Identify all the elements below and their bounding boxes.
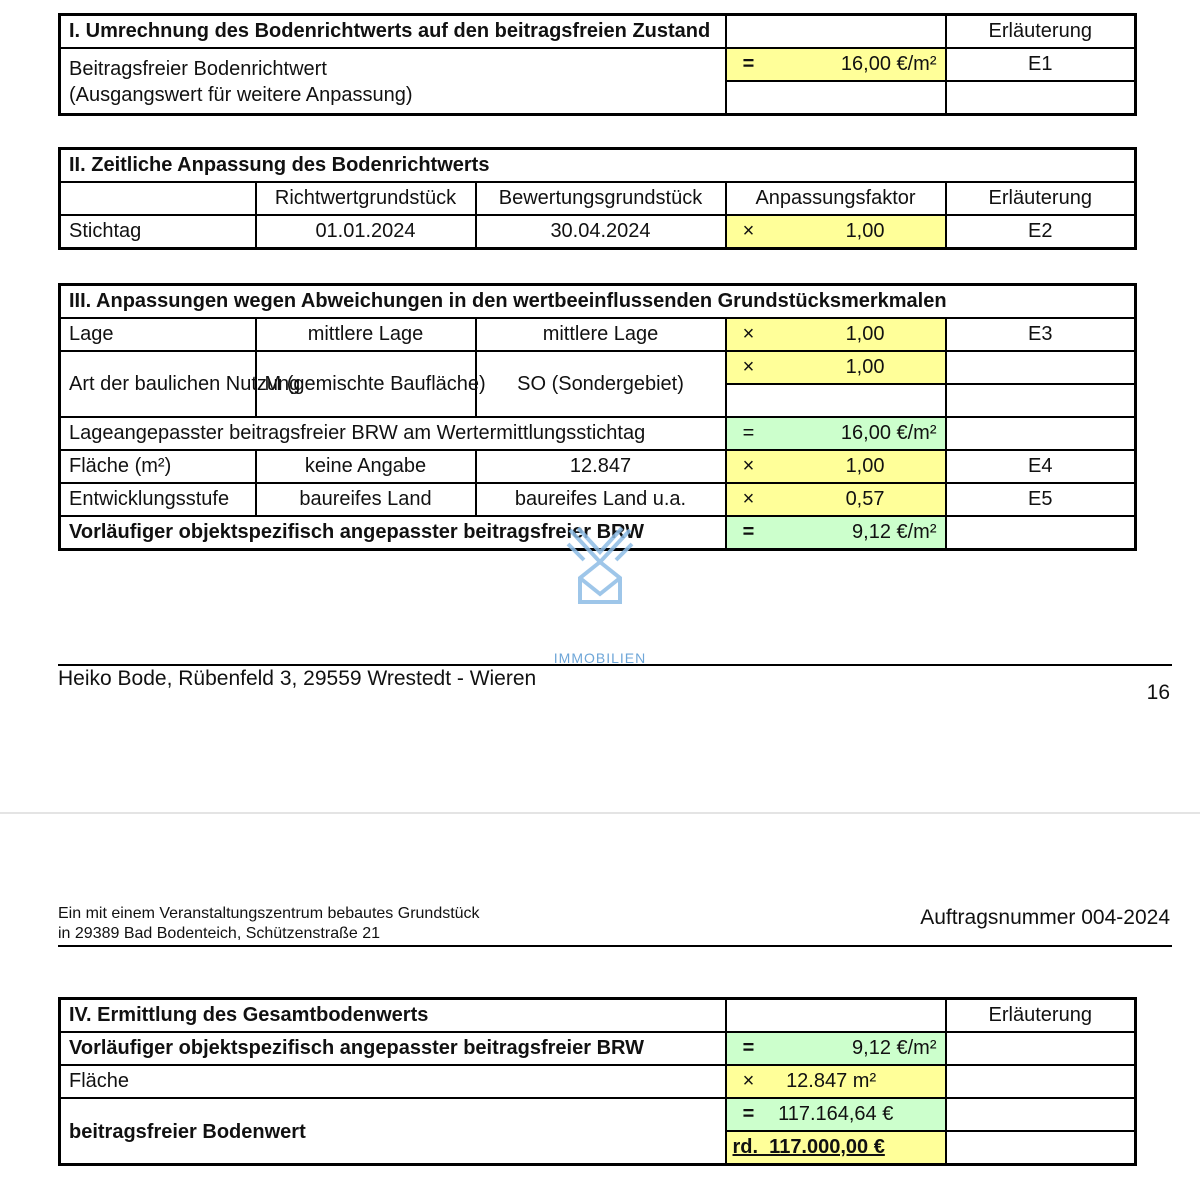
footer-divider — [58, 664, 1172, 666]
erlaeuterung-e3: E3 — [946, 318, 1136, 351]
nutzung-label: Art der baulichen Nutzung — [60, 351, 256, 417]
stichtag-bewertung: 30.04.2024 — [476, 215, 726, 249]
bodenwert-label: beitragsfreier Bodenwert — [60, 1098, 726, 1165]
flaeche-bewertung: 12.847 — [476, 450, 726, 483]
watermark-logo — [548, 522, 652, 672]
erlaeuterung-e4: E4 — [946, 450, 1136, 483]
lage-richtwert: mittlere Lage — [256, 318, 476, 351]
header-divider — [58, 945, 1172, 947]
erlaeuterung-e1: E1 — [946, 48, 1136, 81]
stichtag-factor: × 1,00 — [726, 215, 946, 249]
document-subject — [58, 904, 480, 944]
footer-address: Heiko Bode, Rübenfeld 3, 29559 Wrestedt - Wieren — [58, 667, 537, 690]
gesamt-flaeche-label: Fläche — [60, 1065, 726, 1098]
house-logo-icon — [548, 522, 652, 612]
subject-line-1: Ein mit einem Veranstaltungszentrum bebautes Grundstück — [58, 905, 480, 922]
gesamt-brw-value: = 9,12 €/m² — [726, 1032, 946, 1065]
watermark-text: IMMOBILIEN — [553, 650, 647, 666]
section-1-table — [58, 13, 1137, 116]
entwicklung-bewertung: baureifes Land u.a. — [476, 483, 726, 516]
bodenwert-rounded: rd. 117.000,00 € — [726, 1131, 946, 1165]
entwicklung-label: Entwicklungsstufe — [60, 483, 256, 516]
header-bewertungsgrundstueck: Bewertungsgrundstück — [476, 182, 726, 215]
lage-factor: × 1,00 — [726, 318, 946, 351]
vorlaeufiger-brw-value: = 9,12 €/m² — [726, 516, 946, 550]
section-4-title: IV. Ermittlung des Gesamtbodenwerts — [60, 999, 726, 1033]
beitragsfreier-brw-label: Beitragsfreier Bodenrichtwert (Ausgangswert für weitere Anpassung) — [60, 48, 726, 115]
nutzung-factor: × 1,00 — [726, 351, 946, 384]
lage-bewertung: mittlere Lage — [476, 318, 726, 351]
flaeche-factor: × 1,00 — [726, 450, 946, 483]
nutzung-richtwert: M (gemischte Baufläche) — [256, 351, 476, 417]
page-17 — [0, 814, 1200, 1196]
header-anpassungsfaktor: Anpassungsfaktor — [726, 182, 946, 215]
lageangepasst-value: = 16,00 €/m² — [726, 417, 946, 450]
subject-line-2: in 29389 Bad Bodenteich, Schützenstraße 21 — [58, 925, 380, 942]
section-4-table — [58, 997, 1137, 1166]
section-2-title: II. Zeitliche Anpassung des Bodenrichtwerts — [60, 149, 1136, 183]
flaeche-label: Fläche (m²) — [60, 450, 256, 483]
header-erlaeuterung: Erläuterung — [946, 182, 1136, 215]
page-number: 16 — [1146, 681, 1170, 704]
erlaeuterung-header: Erläuterung — [946, 15, 1136, 49]
section-1-title: I. Umrechnung des Bodenrichtwerts auf den beitragsfreien Zustand — [60, 15, 726, 49]
entwicklung-richtwert: baureifes Land — [256, 483, 476, 516]
header-richtwertgrundstueck: Richtwertgrundstück — [256, 182, 476, 215]
section-4-erlaeuterung-header: Erläuterung — [946, 999, 1136, 1033]
section-3-table — [58, 283, 1137, 551]
nutzung-erlaeuterung — [946, 351, 1136, 384]
section-3-title: III. Anpassungen wegen Abweichungen in den wertbeeinflussenden Grundstücksmerkmalen — [60, 285, 1136, 319]
gesamt-flaeche-value: × 12.847 m² — [726, 1065, 946, 1098]
order-number: Auftragsnummer 004-2024 — [920, 906, 1170, 929]
stichtag-label: Stichtag — [60, 215, 256, 249]
vorlaeufiger-brw-label: Vorläufiger objektspezifisch angepasster beitragsfreier BRW — [60, 516, 726, 550]
erlaeuterung-e5: E5 — [946, 483, 1136, 516]
section-2-table — [58, 147, 1137, 250]
lage-label: Lage — [60, 318, 256, 351]
stichtag-richtwert: 01.01.2024 — [256, 215, 476, 249]
entwicklung-factor: × 0,57 — [726, 483, 946, 516]
bodenwert-value: = 117.164,64 € — [726, 1098, 946, 1131]
lageangepasst-label: Lageangepasster beitragsfreier BRW am Wertermittlungsstichtag — [60, 417, 726, 450]
erlaeuterung-e2: E2 — [946, 215, 1136, 249]
gesamt-brw-label: Vorläufiger objektspezifisch angepasster beitragsfreier BRW — [60, 1032, 726, 1065]
nutzung-bewertung: SO (Sondergebiet) — [476, 351, 726, 417]
beitragsfreier-brw-value: = 16,00 €/m² — [726, 48, 946, 81]
flaeche-richtwert: keine Angabe — [256, 450, 476, 483]
